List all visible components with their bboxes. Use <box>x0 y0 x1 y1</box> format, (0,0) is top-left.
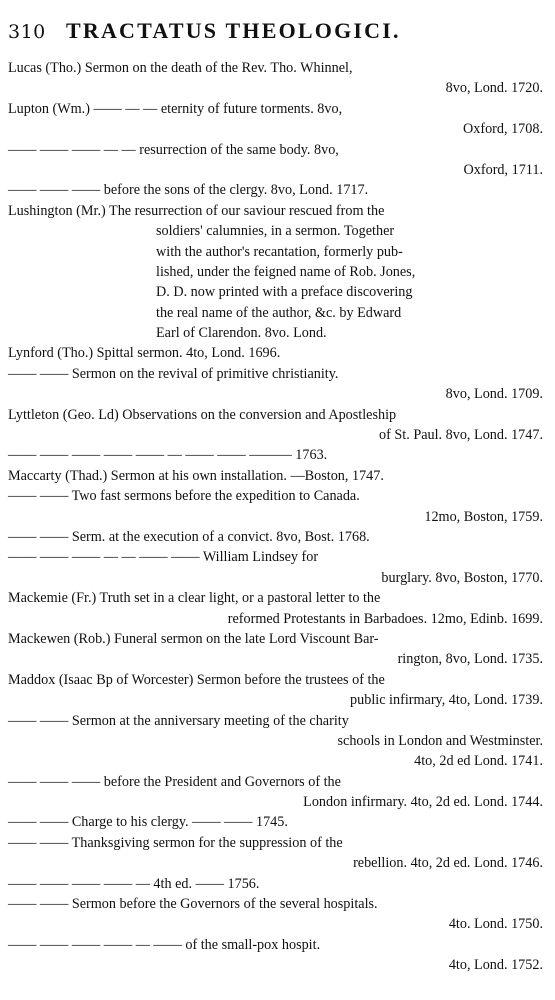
entry-line <box>8 78 543 98</box>
entry-text: —— —— —— —— —— — —— —— ——— 1763. <box>8 447 328 464</box>
entry-line <box>8 425 543 445</box>
entry-text: 8vo, Lond. 1709. <box>445 386 543 403</box>
entry-text: Maddox (Isaac Bp of Worcester) Sermon before the trustees of the <box>8 671 385 688</box>
entry-text: with the author's recantation, formerly pub- <box>156 243 403 260</box>
entry-text: —— —— Sermon at the anniversary meeting of the charity <box>8 712 349 729</box>
entry-text: rington, 8vo, Lond. 1735. <box>397 651 543 668</box>
entry-text: —— —— —— —— — —— of the small-pox hospit. <box>8 936 321 953</box>
entry-text: 4to, 2d ed Lond. 1741. <box>414 753 543 770</box>
entry-line <box>8 731 543 751</box>
entry-text: —— —— —— before the President and Governors of the <box>8 773 341 790</box>
entry-line <box>8 242 543 262</box>
entry-text: Lupton (Wm.) —— — — eternity of future torments. 8vo, <box>8 100 343 117</box>
entry-line <box>8 343 543 363</box>
entry-line <box>8 874 543 894</box>
entry-text: lished, under the feigned name of Rob. Jones, <box>156 263 416 280</box>
entry-line <box>8 588 543 608</box>
entry-text: burglary. 8vo, Boston, 1770. <box>381 569 543 586</box>
entry-line <box>8 405 543 425</box>
entry-line <box>8 262 543 282</box>
entry-text: 4to. Lond. 1750. <box>448 916 543 933</box>
entry-line <box>8 914 543 934</box>
entry-text: 12mo, Boston, 1759. <box>424 508 543 525</box>
entry-line <box>8 486 543 506</box>
entry-line <box>8 609 543 629</box>
entry-line <box>8 772 543 792</box>
entry-line <box>8 507 543 527</box>
entry-line <box>8 384 543 404</box>
entry-line <box>8 547 543 567</box>
entry-text: Mackemie (Fr.) Truth set in a clear light, or a pastoral letter to the <box>8 590 381 607</box>
entry-text: London infirmary. 4to, 2d ed. Lond. 1744. <box>303 794 543 811</box>
page <box>8 18 543 976</box>
entry-line <box>8 140 543 160</box>
entry-text: rebellion. 4to, 2d ed. Lond. 1746. <box>353 855 543 872</box>
entry-text: Oxford, 1708. <box>463 121 543 138</box>
entry-text: —— —— —— before the sons of the clergy. 8vo, Lond. 1717. <box>8 182 369 199</box>
entry-text: reformed Protestants in Barbadoes. 12mo, Edinb. 1699. <box>227 610 543 627</box>
entry-text: Earl of Clarendon. 8vo. Lond. <box>156 325 327 342</box>
page-header <box>8 18 543 44</box>
entry-line <box>8 649 543 669</box>
entry-text: Oxford, 1711. <box>463 161 543 178</box>
entry-line <box>8 364 543 384</box>
entry-line <box>8 751 543 771</box>
running-title: TRACTATUS THEOLOGICI. <box>66 18 401 43</box>
entry-line <box>8 99 543 119</box>
entry-text: Lynford (Tho.) Spittal sermon. 4to, Lond. 1696. <box>8 345 281 362</box>
entry-line <box>8 160 543 180</box>
entry-line <box>8 58 543 78</box>
entry-text: —— —— Thanksgiving sermon for the suppression of the <box>8 834 343 851</box>
entry-line <box>8 221 543 241</box>
entry-line <box>8 670 543 690</box>
entry-text: of St. Paul. 8vo, Lond. 1747. <box>379 427 543 444</box>
entry-line <box>8 323 543 343</box>
entry-line <box>8 812 543 832</box>
entry-text: Lucas (Tho.) Sermon on the death of the Rev. Tho. Whinnel, <box>8 60 353 76</box>
entry-line <box>8 445 543 465</box>
entry-text: D. D. now printed with a preface discovering <box>156 284 413 301</box>
entry-text: the real name of the author, &c. by Edward <box>156 304 402 321</box>
entry-text: Mackewen (Rob.) Funeral sermon on the late Lord Viscount Bar- <box>8 630 379 647</box>
entry-line <box>8 690 543 710</box>
entry-text: Maccarty (Thad.) Sermon at his own installation. —Boston, 1747. <box>8 467 384 484</box>
entry-line <box>8 303 543 323</box>
entry-text: 4to, Lond. 1752. <box>448 957 543 974</box>
entry-text: —— —— Sermon on the revival of primitive christianity. <box>8 365 339 382</box>
entry-line <box>8 955 543 975</box>
entry-text: —— —— —— — — —— —— William Lindsey for <box>8 549 319 566</box>
entry-text: —— —— —— —— — 4th ed. —— 1756. <box>8 875 260 892</box>
entry-line <box>8 853 543 873</box>
entry-text: soldiers' calumnies, in a sermon. Together <box>156 223 395 240</box>
entry-text: —— —— Charge to his clergy. —— —— 1745. <box>8 814 288 831</box>
entry-text: Lushington (Mr.) The resurrection of our saviour rescued from the <box>8 202 385 219</box>
entry-line <box>8 282 543 302</box>
entry-line <box>8 466 543 486</box>
entry-text: Lyttleton (Geo. Ld) Observations on the conversion and Apostleship <box>8 406 397 423</box>
entry-line <box>8 711 543 731</box>
index-entries <box>8 58 543 976</box>
entry-text: —— —— Serm. at the execution of a convict. 8vo, Bost. 1768. <box>8 528 370 545</box>
entry-line <box>8 527 543 547</box>
entry-text: schools in London and Westminster. <box>337 732 543 749</box>
entry-line <box>8 201 543 221</box>
page-number: 310 <box>8 21 46 43</box>
entry-line <box>8 180 543 200</box>
entry-line <box>8 629 543 649</box>
entry-line <box>8 833 543 853</box>
entry-line <box>8 935 543 955</box>
entry-text: —— —— Sermon before the Governors of the several hospitals. <box>8 896 378 913</box>
entry-text: 8vo, Lond. 1720. <box>445 80 543 97</box>
entry-line <box>8 119 543 139</box>
entry-line <box>8 792 543 812</box>
entry-line <box>8 894 543 914</box>
entry-text: —— —— —— — — resurrection of the same body. 8vo, <box>8 141 339 158</box>
entry-text: —— —— Two fast sermons before the expedition to Canada. <box>8 488 360 505</box>
entry-line <box>8 568 543 588</box>
entry-text: public infirmary, 4to, Lond. 1739. <box>350 692 543 709</box>
